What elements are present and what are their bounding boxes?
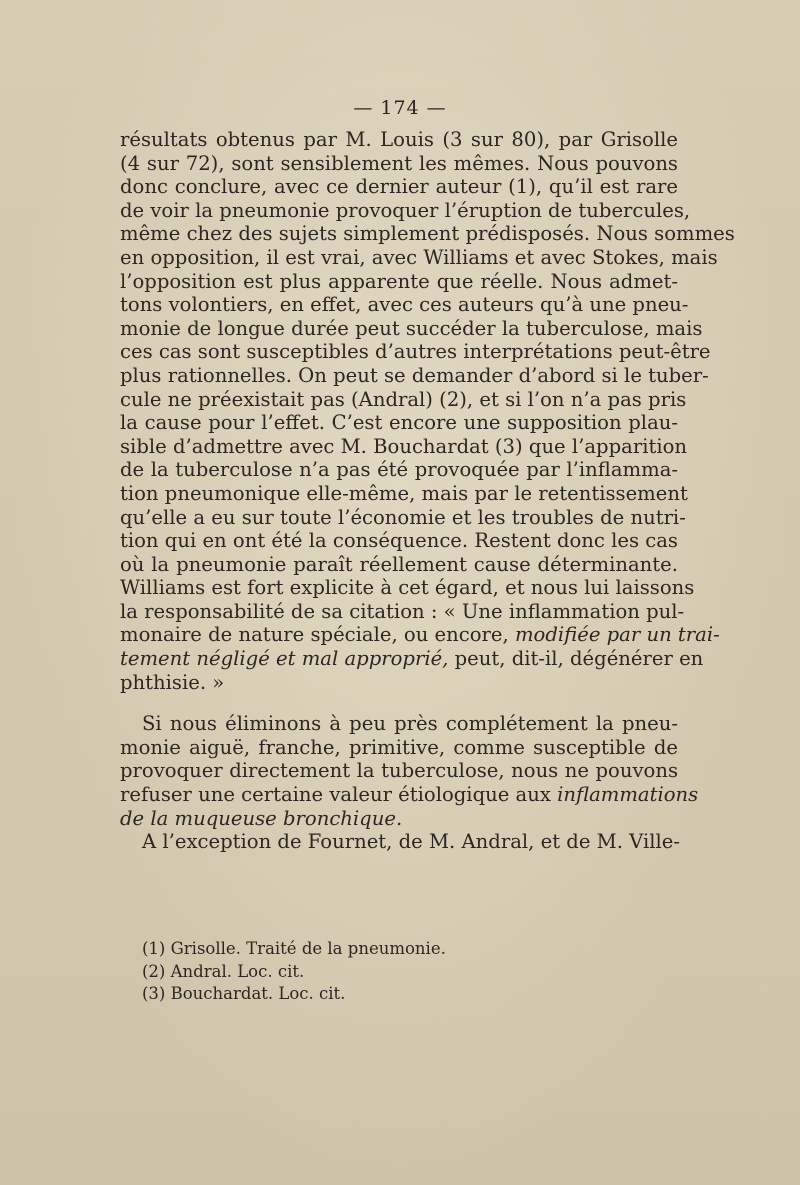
text-line: cule ne préexistait pas (Andral) (2), et si l’on n’a pas pris <box>120 387 687 411</box>
text-line: même chez des sujets simplement prédisposés. Nous sommes <box>120 222 735 246</box>
text-line: résultats obtenus par M. Louis (3 sur 80), par Grisolle <box>120 128 678 151</box>
text-line: (4 sur 72), sont sensiblement les mêmes. Nous pouvons <box>120 151 678 175</box>
text-line: l’opposition est plus apparente que réelle. Nous admet- <box>120 269 678 293</box>
text-line: de la tuberculose n’a pas été provoquée par l’inflamma- <box>120 458 678 482</box>
text-line: donc conclure, avec ce dernier auteur (1), qu’il est rare <box>120 175 678 199</box>
footnote-2: (2) Andral. Loc. cit. <box>142 961 305 981</box>
body-text <box>120 128 735 854</box>
text-line <box>120 623 720 647</box>
footnote-1: (1) Grisolle. Traité de la pneumonie. <box>142 939 446 958</box>
text-line: phthisie. » <box>120 670 225 694</box>
page-number: — 174 — <box>353 97 447 119</box>
text-segment: monaire de nature spéciale, ou encore, <box>120 623 515 647</box>
text-line: ces cas sont susceptibles d’autres interprétations peut-être <box>120 340 711 364</box>
text-line: qu’elle a eu sur toute l’économie et les troubles de nutri- <box>120 505 686 529</box>
italic-segment: inflammations <box>557 783 699 807</box>
italic-segment: tement négligé et mal approprié, <box>120 647 449 671</box>
text-line: Si nous éliminons à peu près complétement la pneu- <box>142 712 678 736</box>
text-line: en opposition, il est vrai, avec Williams et avec Stokes, mais <box>120 245 718 269</box>
text-line <box>120 807 678 831</box>
text-line: tons volontiers, en effet, avec ces auteurs qu’à une pneu- <box>120 293 689 317</box>
text-line: où la pneumonie paraît réellement cause déterminante. <box>120 552 678 576</box>
text-line: monie de longue durée peut succéder la tuberculose, mais <box>120 316 703 340</box>
text-line: plus rationnelles. On peut se demander d’abord si le tuber- <box>120 363 709 387</box>
text-segment: refuser une certaine valeur étiologique aux <box>120 783 558 807</box>
paragraph-gap <box>120 694 678 712</box>
text-line: de voir la pneumonie provoquer l’éruption de tubercules, <box>120 198 691 222</box>
footnotes <box>142 938 642 1006</box>
italic-segment: de la muqueuse bronchique. <box>120 806 403 830</box>
paragraph-1 <box>120 128 735 694</box>
italic-segment: modifiée par un trai- <box>514 623 720 647</box>
text-line: la cause pour l’effet. C’est encore une supposition plau- <box>120 411 678 435</box>
text-line: sible d’admettre avec M. Bouchardat (3) que l’apparition <box>120 434 688 458</box>
text-line: tion qui en ont été la conséquence. Restent donc les cas <box>120 529 678 553</box>
footnote-3: (3) Bouchardat. Loc. cit. <box>142 984 346 1003</box>
text-line: la responsabilité de sa citation : « Une inflammation pul- <box>120 599 685 623</box>
text-line: A l’exception de Fournet, de M. Andral, et de M. Ville- <box>142 830 681 854</box>
text-line: provoquer directement la tuberculose, nous ne pouvons <box>120 759 678 783</box>
text-line <box>120 783 699 807</box>
text-segment: peut, dit-il, dégénérer en <box>448 647 704 671</box>
text-line: Williams est fort explicite à cet égard, et nous lui laissons <box>120 576 695 600</box>
paragraph-2 <box>120 712 699 854</box>
text-line <box>120 647 704 671</box>
text-line: monie aiguë, franche, primitive, comme susceptible de <box>120 735 678 759</box>
text-line: tion pneumonique elle-même, mais par le retentissement <box>120 481 688 505</box>
